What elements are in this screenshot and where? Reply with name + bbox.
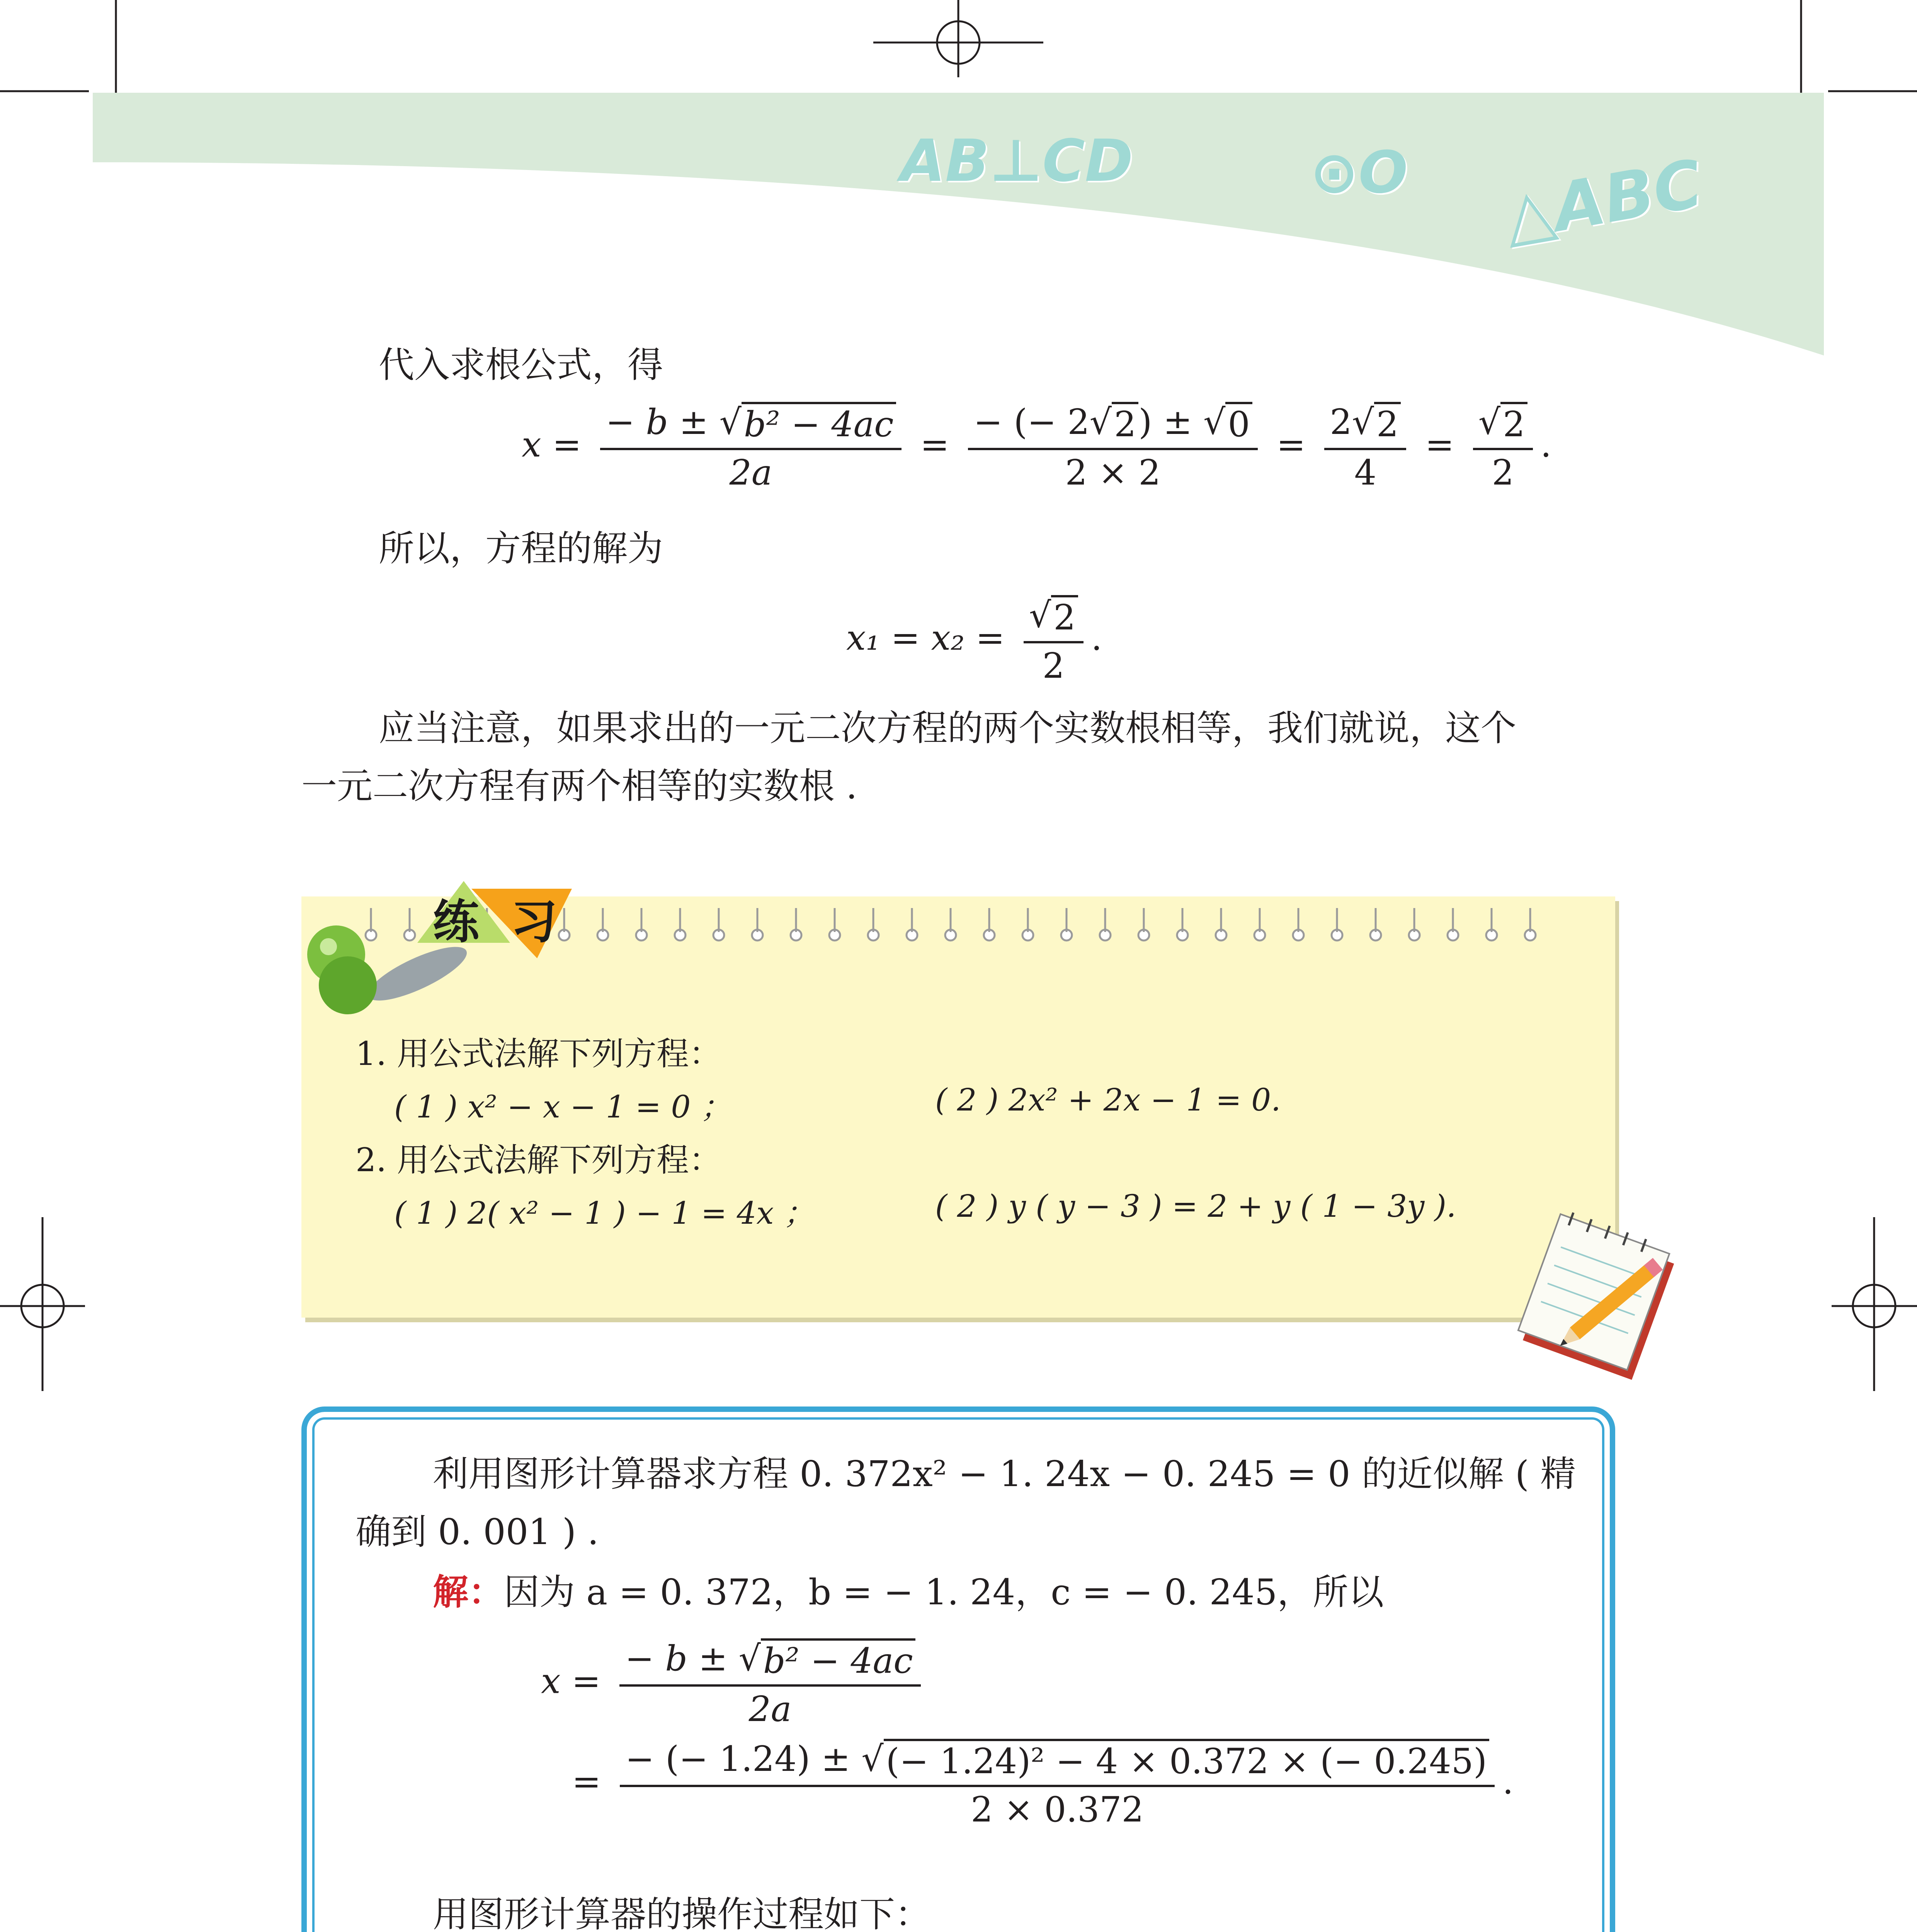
exercise-q2a: ( 1 ) 2( x² − 1 ) − 1 = 4x ； xyxy=(394,1195,815,1231)
notepad-pencil-icon xyxy=(1507,1206,1692,1391)
header-decor-perpendicular: AB⊥CD xyxy=(900,128,1133,195)
solution-label: 解： xyxy=(433,1571,504,1613)
exercise-title: 练 习 xyxy=(433,895,565,949)
exercise-q1: 1. 用公式法解下列方程： xyxy=(356,1035,721,1073)
exercise-q2: 2. 用公式法解下列方程： xyxy=(356,1141,721,1179)
calc-formula-1: x = − b ± √ b² − 4ac 2a xyxy=(541,1638,929,1730)
header-decor-triangle: △ABC xyxy=(1498,145,1708,256)
note-line-2: 一元二次方程有两个相等的实数根 . xyxy=(301,765,857,807)
intro-line-2: 所以，方程的解为 xyxy=(379,528,663,569)
exercise-q1b: ( 2 ) 2x² + 2x − 1 = 0. xyxy=(935,1082,1281,1118)
equal-roots-solution: x₁ = x₂ = √ 2 2 . xyxy=(846,595,1102,686)
calc-formula-2: = − (− 1.24) ± √ (− 1.24)² − 4 × 0.372 × (− 0.245) 2 × 0.372 . xyxy=(572,1739,1514,1830)
root-formula: x = − b ± √ b² − 4ac 2a = − (− 2√ 2 ) ± √ 0 2 × 2 = 2√ 2 4 = √ 2 2 . xyxy=(522,402,1552,493)
intro-line-1: 代入求根公式，得 xyxy=(379,344,663,386)
solution-text: 因为 a = 0. 372，b = − 1. 24，c = − 0. 245，所以 xyxy=(504,1571,1384,1613)
calc-problem-line-1: 利用图形计算器求方程 0. 372x² − 1. 24x − 0. 245 = 0 的近似解 ( 精 xyxy=(433,1453,1576,1495)
header-decor-circle: ⊙O xyxy=(1310,139,1408,206)
calc-steps-intro: 用图形计算器的操作过程如下： xyxy=(433,1894,931,1932)
exercise-q2b: ( 2 ) y ( y − 3 ) = 2 + y ( 1 − 3y ). xyxy=(935,1188,1456,1224)
calc-problem-line-2: 确到 0. 001 ) . xyxy=(356,1511,599,1553)
exercise-q1a: ( 1 ) x² − x − 1 = 0 ； xyxy=(394,1089,731,1125)
note-line-1: 应当注意，如果求出的一元二次方程的两个实数根相等，我们就说，这个 xyxy=(379,707,1517,749)
calc-solution-line xyxy=(433,1563,1384,1621)
